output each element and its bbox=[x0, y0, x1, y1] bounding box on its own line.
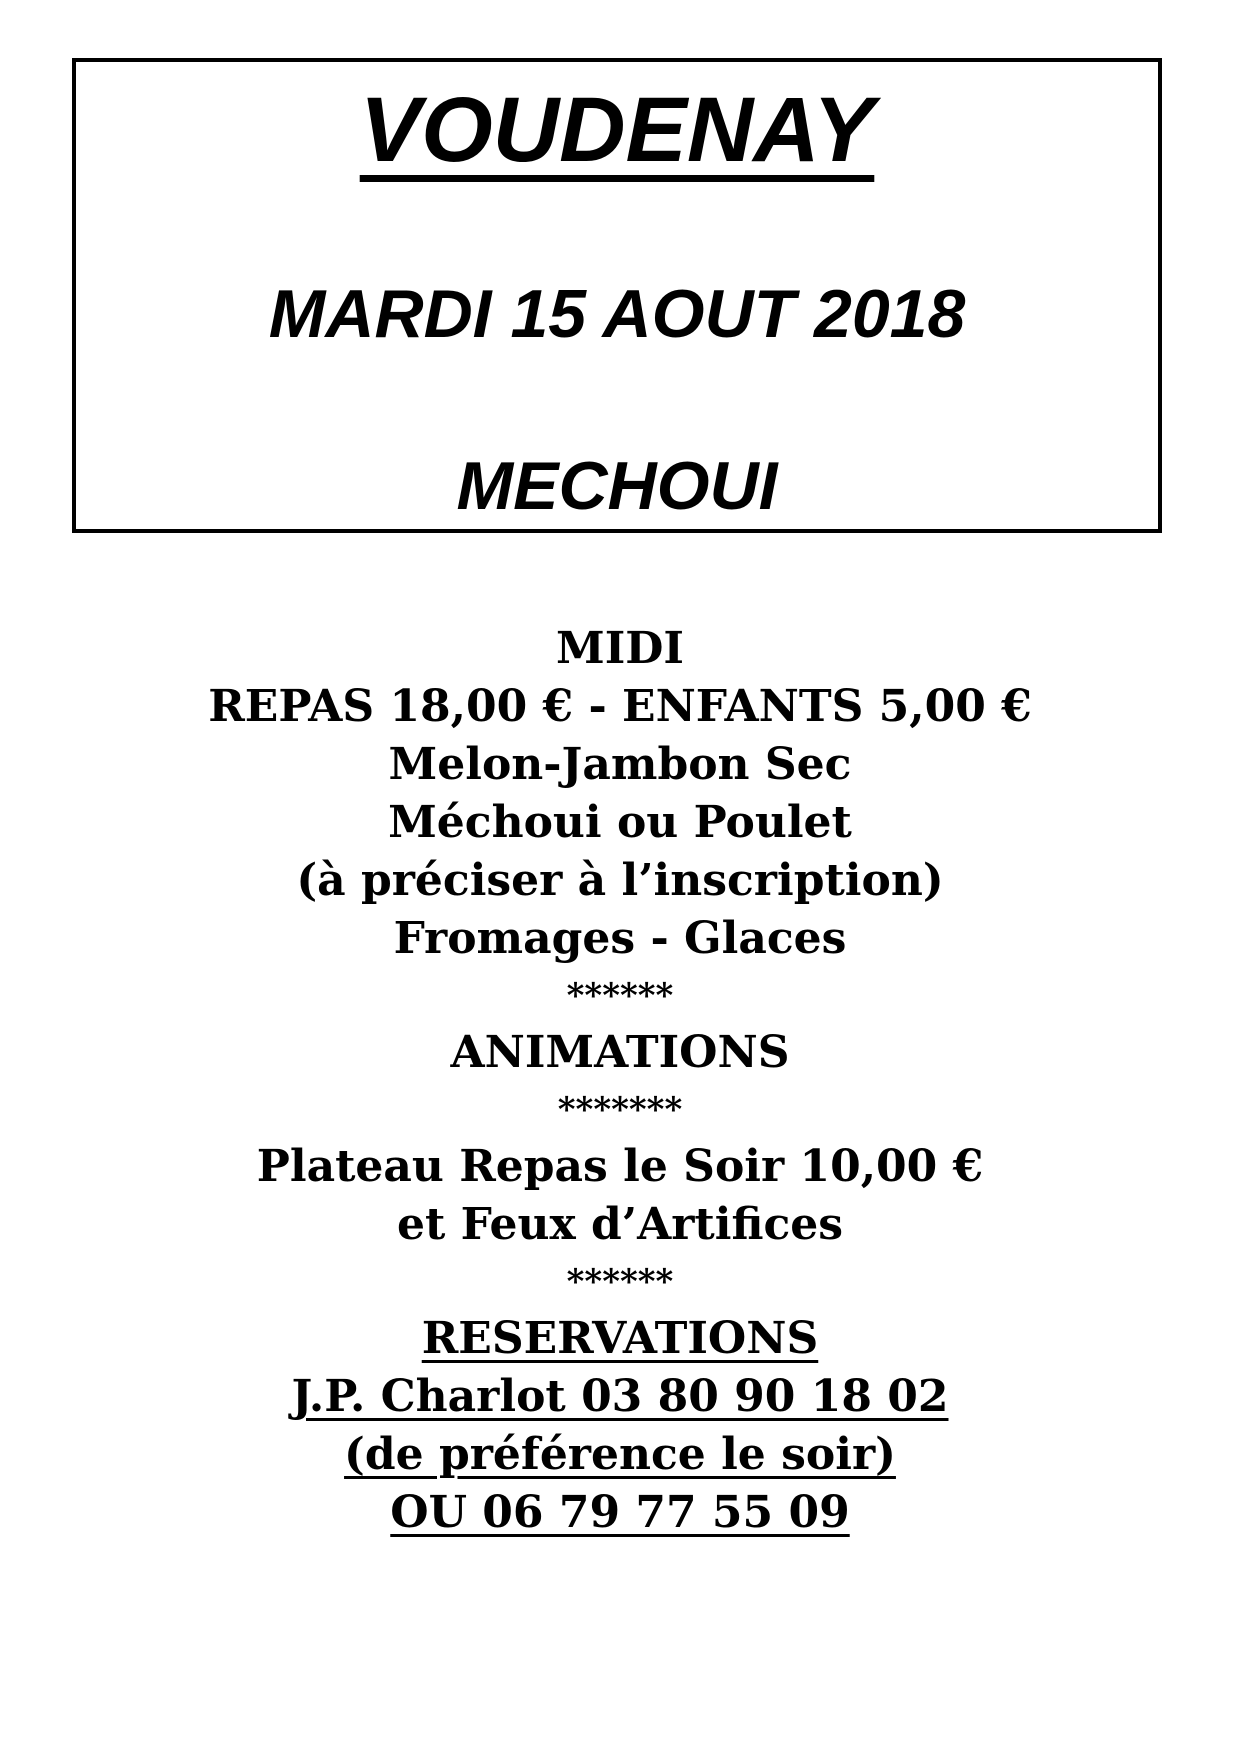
separator: ******* bbox=[557, 1090, 683, 1130]
reservations-alt-row bbox=[0, 1484, 1240, 1542]
menu-dessert: Fromages - Glaces bbox=[393, 913, 847, 964]
reservations-note-row bbox=[0, 1426, 1240, 1484]
header-box bbox=[72, 58, 1162, 533]
reservations-alt-phone: OU 06 79 77 55 09 bbox=[390, 1487, 850, 1538]
menu-note: (à préciser à l’inscription) bbox=[296, 855, 944, 906]
event-title: MECHOUI bbox=[456, 448, 778, 524]
menu-starter: Melon-Jambon Sec bbox=[388, 739, 852, 790]
reservations-contact: J.P. Charlot 03 80 90 18 02 bbox=[291, 1371, 949, 1422]
separator: ****** bbox=[566, 1262, 674, 1302]
poster-body bbox=[0, 620, 1240, 1542]
town-title: VOUDENAY bbox=[359, 79, 875, 181]
animations-heading: ANIMATIONS bbox=[450, 1027, 790, 1078]
menu-main: Méchoui ou Poulet bbox=[388, 797, 852, 848]
reservations-heading: RESERVATIONS bbox=[421, 1313, 819, 1364]
event-date: MARDI 15 AOUT 2018 bbox=[268, 276, 966, 352]
evening-meal: Plateau Repas le Soir 10,00 € bbox=[256, 1141, 984, 1192]
reservations-heading-row bbox=[0, 1310, 1240, 1368]
reservations-contact-row bbox=[0, 1368, 1240, 1426]
reservations-note: (de préférence le soir) bbox=[344, 1429, 896, 1480]
lunch-prices: REPAS 18,00 € - ENFANTS 5,00 € bbox=[208, 681, 1032, 732]
fireworks: et Feux d’Artifices bbox=[397, 1199, 843, 1250]
lunch-heading: MIDI bbox=[555, 623, 685, 674]
separator: ****** bbox=[566, 976, 674, 1016]
